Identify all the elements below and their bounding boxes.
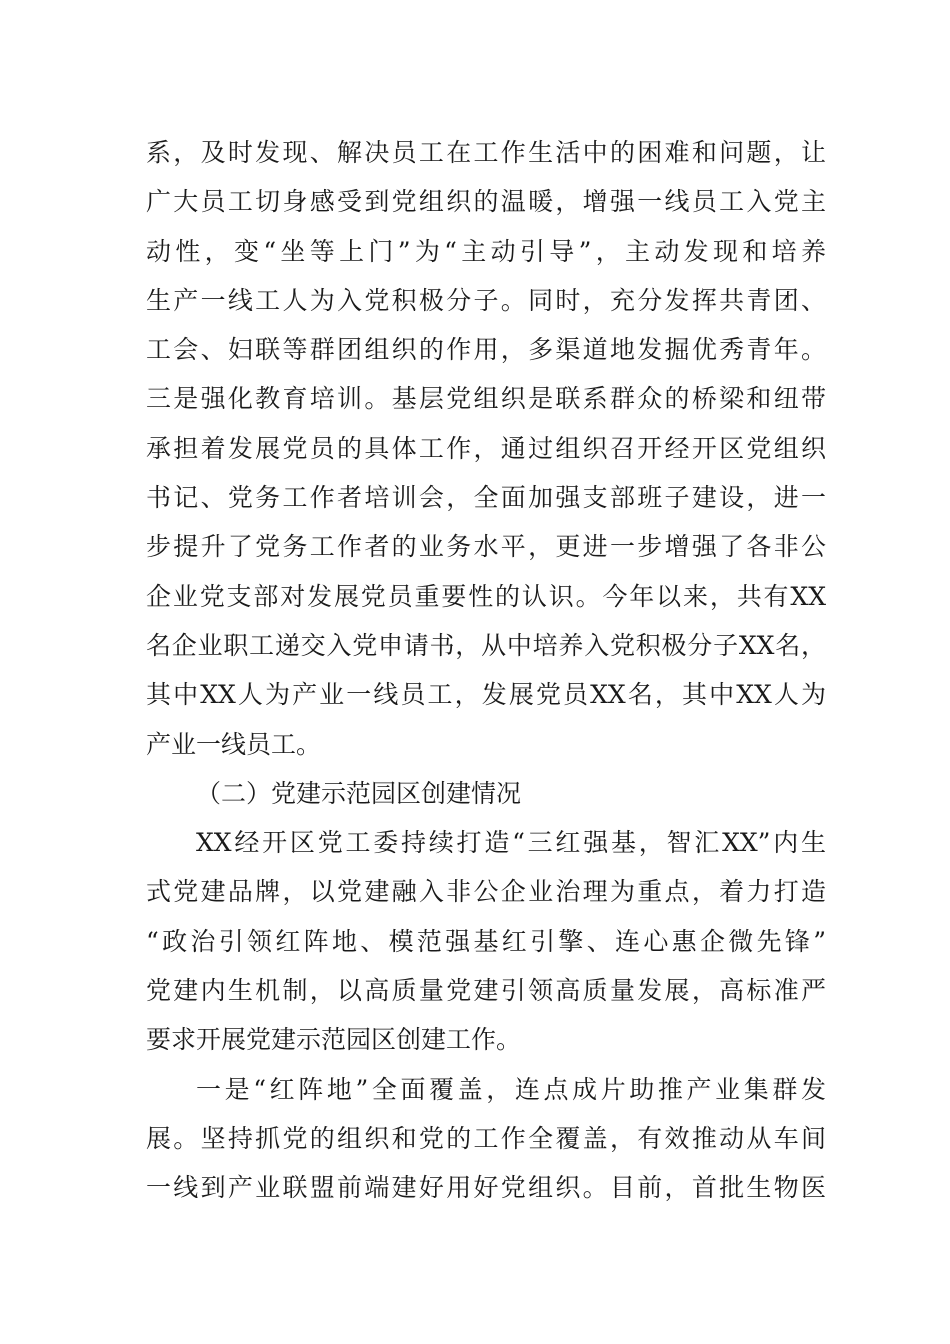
text-line: 式党建品牌，以党建融入非公企业治理为重点，着力打造 [146,877,826,907]
text-line: 产业一线员工。 [146,729,322,759]
text-line: 企业党支部对发展党员重要性的认识。今年以来，共有XX [146,581,826,611]
text-line: 三是强化教育培训。基层党组织是联系群众的桥梁和纽带 [146,384,826,414]
text-line: 步提升了党务工作者的业务水平，更进一步增强了各非公 [146,532,826,562]
text-line: 书记、党务工作者培训会，全面加强支部班子建设，进一 [146,483,826,513]
text-line: 名企业职工递交入党申请书，从中培养入党积极分子XX名， [146,630,826,660]
text-line: 工会、妇联等群团组织的作用，多渠道地发掘优秀青年。 [146,335,826,365]
text-line: 承担着发展党员的具体工作，通过组织召开经开区党组织 [146,433,826,463]
text-line: 党建内生机制，以高质量党建引领高质量发展，高标准严 [146,976,826,1006]
document-body [146,128,826,1213]
text-line: 一是“红阵地”全面覆盖，连点成片助推产业集群发 [196,1074,826,1104]
text-line: 其中XX人为产业一线员工，发展党员XX名，其中XX人为 [146,680,826,710]
text-line: 广大员工切身感受到党组织的温暖，增强一线员工入党主 [146,187,826,217]
text-line: 展。坚持抓党的组织和党的工作全覆盖，有效推动从车间 [146,1123,826,1153]
text-line: 系，及时发现、解决员工在工作生活中的困难和问题，让 [146,138,826,167]
text-line: XX经开区党工委持续打造“三红强基，智汇XX”内生 [196,828,826,858]
text-line: “政治引领红阵地、模范强基红引擎、连心惠企微先锋” [146,926,826,956]
text-line: 一线到产业联盟前端建好用好党组织。目前，首批生物医 [146,1173,826,1203]
text-line: 动性，变“坐等上门”为“主动引导”，主动发现和培养 [146,236,826,266]
text-line: 要求开展党建示范园区创建工作。 [146,1025,522,1055]
section-heading: （二）党建示范园区创建情况 [196,778,522,808]
text-line: 生产一线工人为入党积极分子。同时，充分发挥共青团、 [146,285,826,315]
